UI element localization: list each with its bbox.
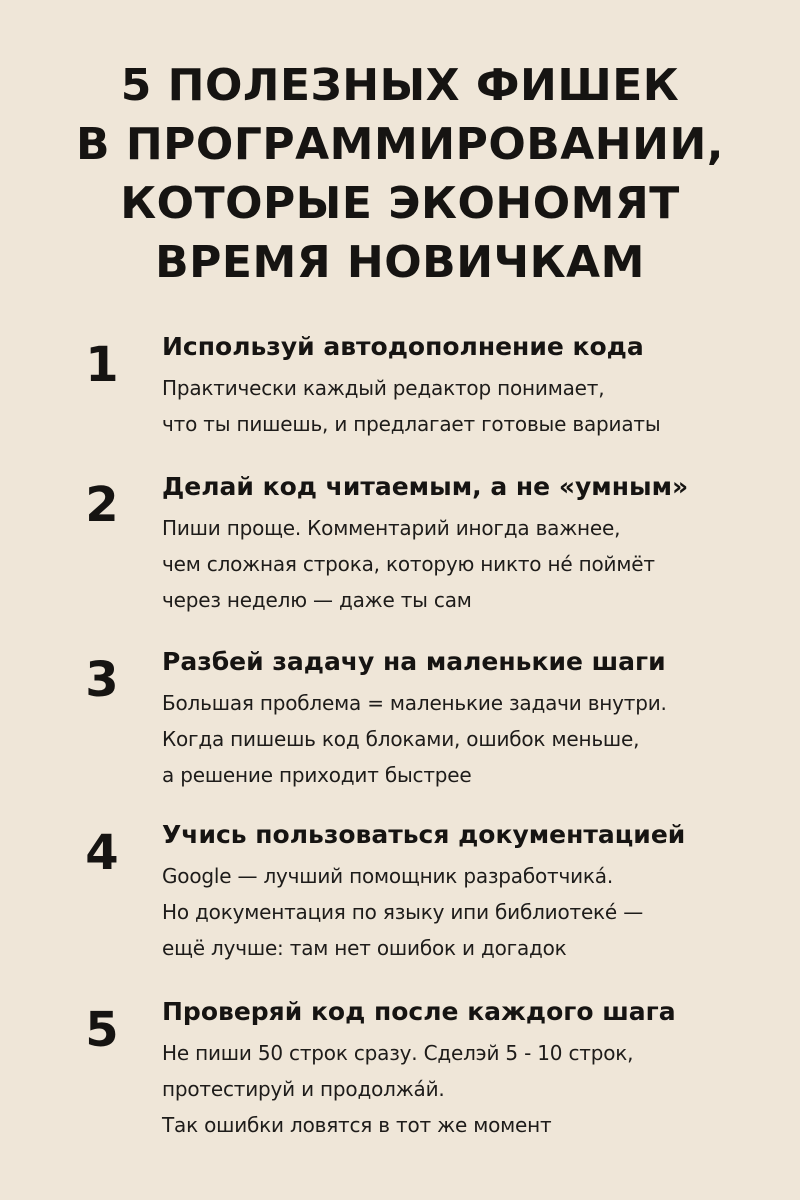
tip-description-line: Практически каждый редактор понимает, (162, 376, 605, 400)
tip-description-line: протестируй и продолжа́й. (162, 1077, 445, 1101)
title-line: В ПРОГРАММИРОВАНИИ, (76, 119, 724, 170)
tip-description-line: Так ошибки ловятся в тот же момент (162, 1113, 552, 1137)
tip-description (162, 858, 792, 966)
tip-description-line: Когда пишешь код блоками, ошибок меньше, (162, 727, 640, 751)
tip-description-line: ещё лучше: там нет ошибок и догадок (162, 936, 567, 960)
title-line: КОТОРЫЕ ЭКОНОМЯТ (120, 178, 680, 229)
tip-number: 4 (85, 825, 119, 881)
tip-description-line: через неделю — даже ты сам (162, 588, 472, 612)
tip-description-line: Google — лучший помощник разработчика́. (162, 864, 613, 888)
tip-heading: Учись пользоваться документацией (162, 820, 686, 849)
tip-description (162, 370, 792, 442)
tip-heading: Используй автодополнение кода (162, 332, 644, 361)
tip-heading: Разбей задачу на маленькие шаги (162, 647, 666, 676)
page-title (30, 56, 770, 292)
tip-number: 2 (85, 477, 119, 533)
tip-number: 1 (85, 337, 119, 393)
title-line: ВРЕМЯ НОВИЧКАМ (155, 237, 645, 288)
tip-description-line: а решение приходит быстрее (162, 763, 472, 787)
tip-description-line: что ты пишешь, и предлагает готовые вариаты (162, 412, 661, 436)
tip-description-line: Пиши проще. Комментарий иногда важнее, (162, 516, 621, 540)
tip-description-line: Но документация по языку ипи библиотеке́ — (162, 900, 643, 924)
tip-number: 5 (85, 1002, 119, 1058)
tip-description (162, 510, 792, 618)
tip-heading: Делай код читаемым, а не «умным» (162, 472, 689, 501)
title-line: 5 ПОЛЕЗНЫХ ФИШЕК (120, 60, 680, 111)
tip-number: 3 (85, 652, 119, 708)
tip-description-line: Не пиши 50 строк сразу. Сделэй 5 - 10 строк, (162, 1041, 634, 1065)
tip-description-line: чем сложная строка, которую никто не́ поймёт (162, 552, 655, 576)
tip-heading: Проверяй код после каждого шага (162, 997, 676, 1026)
tip-description (162, 685, 792, 793)
tip-description-line: Большая проблема = маленькие задачи внутри. (162, 691, 667, 715)
tip-description (162, 1035, 792, 1143)
